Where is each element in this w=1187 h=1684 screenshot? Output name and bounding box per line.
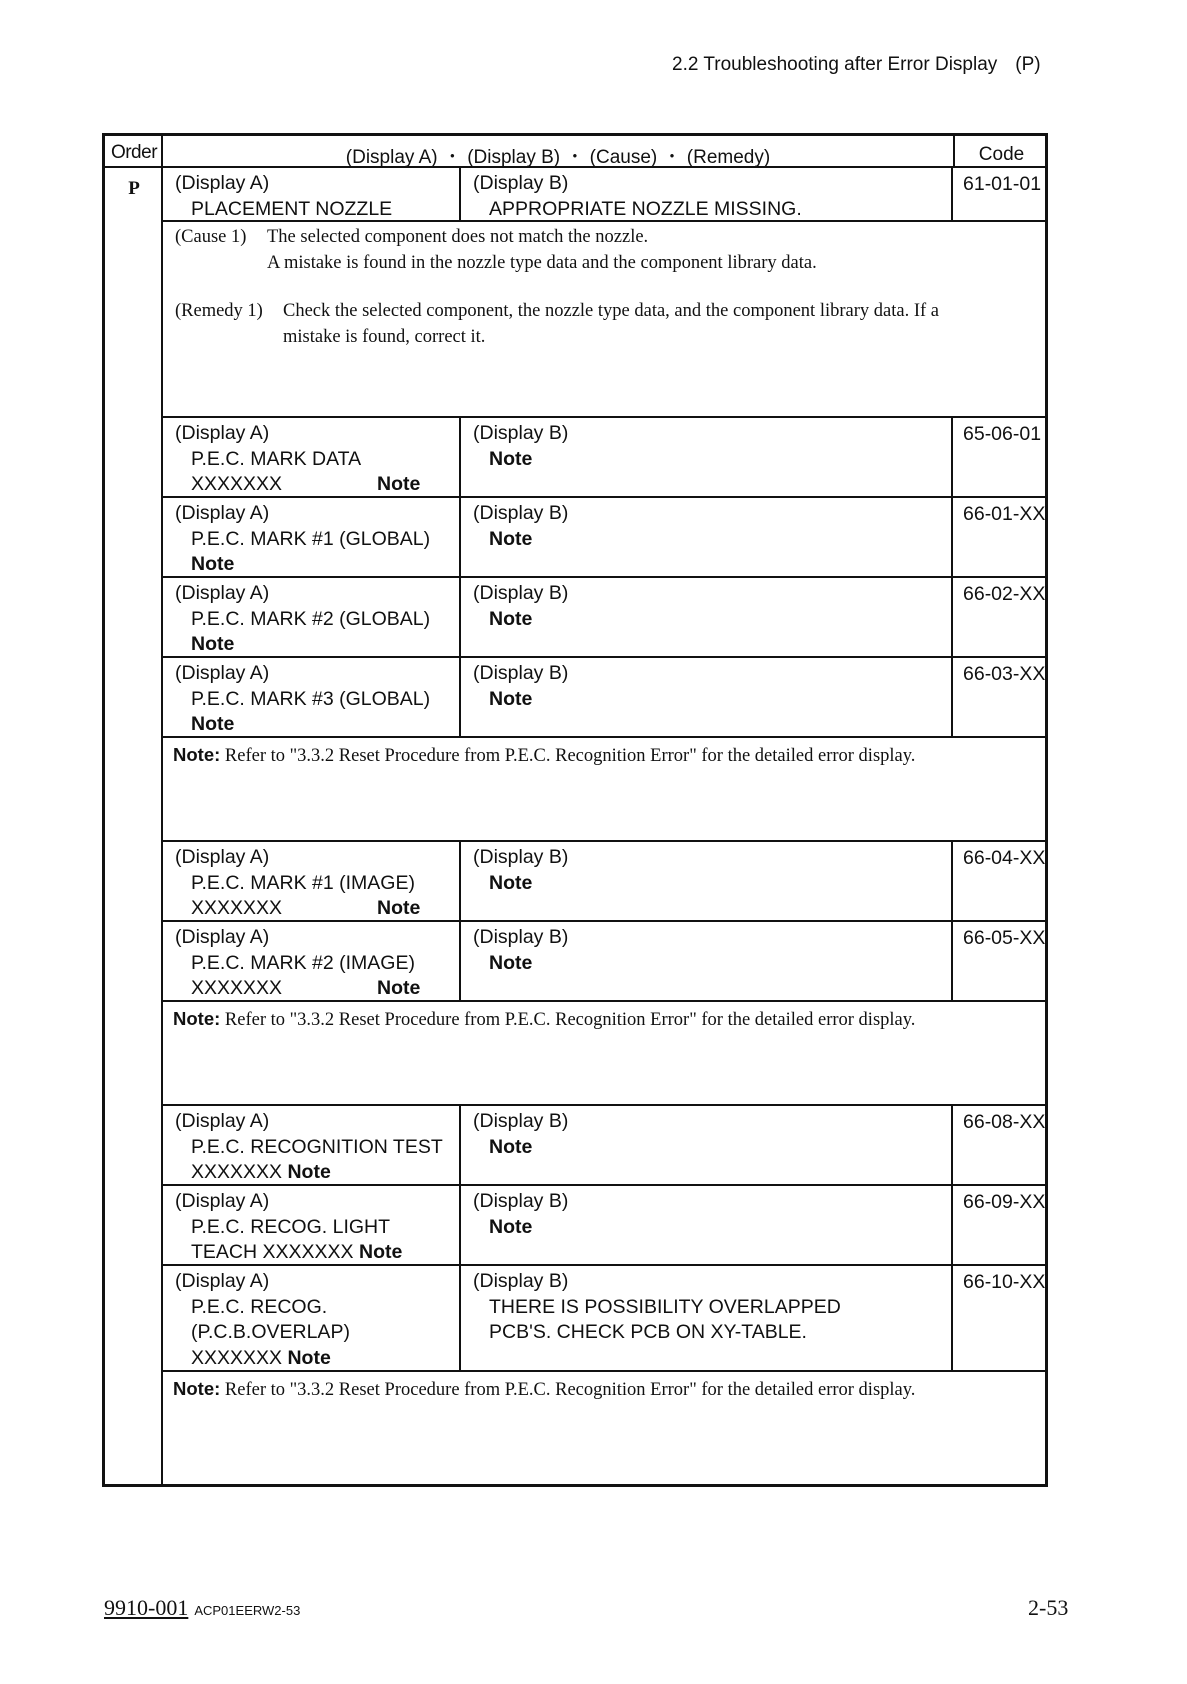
display-b-cell: [461, 168, 953, 220]
cause-remedy-block: [163, 222, 1048, 418]
display-b-cell: [461, 842, 953, 920]
error-code: 66-04-XX: [963, 847, 1046, 869]
error-code: 66-02-XX: [963, 583, 1046, 605]
table-row: [163, 922, 1048, 1002]
note-text: Refer to "3.3.2 Reset Procedure from P.E.C. Recognition Error" for the detailed error display.: [224, 1380, 916, 1400]
display-a-label: (Display A): [175, 1270, 270, 1292]
display-b-label: (Display B): [473, 1270, 569, 1292]
display-b-cell: [461, 1106, 953, 1184]
note-label: Note:: [173, 1378, 221, 1399]
display-b-label: (Display B): [473, 846, 569, 868]
display-a-cell: [163, 842, 461, 920]
header-code: Code: [953, 136, 1048, 168]
note-block: [163, 1372, 1048, 1484]
display-a-label: (Display A): [175, 422, 270, 444]
order-column: [105, 136, 163, 1484]
display-b-label: (Display B): [473, 1190, 569, 1212]
display-b-note: Note: [489, 951, 533, 974]
error-code: 66-09-XX: [963, 1191, 1046, 1213]
display-a-note: Note: [191, 713, 235, 735]
display-b-label: (Display B): [473, 582, 569, 604]
display-a-cell: [163, 578, 461, 656]
display-b-note: Note: [489, 607, 533, 630]
display-b-note: Note: [489, 447, 533, 470]
display-a-text: P.E.C. MARK #1 (IMAGE): [191, 871, 415, 894]
display-a-cell: [163, 1186, 461, 1264]
display-a-placeholder: TEACH XXXXXXX: [191, 1241, 354, 1263]
display-b-cell: [461, 658, 953, 736]
display-b-cell: [461, 418, 953, 496]
display-a-label: (Display A): [175, 1190, 270, 1212]
display-b-cell: [461, 1266, 953, 1370]
display-b-text: THERE IS POSSIBILITY OVERLAPPED: [489, 1295, 841, 1318]
note-block: [163, 738, 1048, 842]
table-row: [163, 658, 1048, 738]
table-row: [163, 1266, 1048, 1372]
display-a-text: P.E.C. MARK #2 (IMAGE): [191, 951, 415, 974]
display-a-placeholder: XXXXXXX: [191, 897, 283, 919]
display-b-cell: [461, 1186, 953, 1264]
display-a-note: Note: [191, 553, 235, 575]
display-a-cell: [163, 498, 461, 576]
error-code: 66-08-XX: [963, 1111, 1046, 1133]
display-a-label: (Display A): [175, 662, 270, 684]
running-header: [672, 54, 1041, 76]
display-a-note: Note: [377, 473, 421, 495]
error-code: 66-03-XX: [963, 663, 1046, 685]
display-a-text: P.E.C. MARK #3 (GLOBAL): [191, 687, 431, 710]
display-a-cell: [163, 418, 461, 496]
display-b-text: APPROPRIATE NOZZLE MISSING.: [489, 197, 802, 220]
display-a-note: Note: [287, 1346, 331, 1369]
display-a-placeholder: XXXXXXX: [191, 1161, 283, 1183]
display-a-text: P.E.C. RECOGNITION TEST: [191, 1135, 443, 1158]
display-a-placeholder: XXXXXXX: [191, 1346, 283, 1369]
display-a-cell: [163, 1106, 461, 1184]
error-code: 61-01-01: [963, 173, 1042, 195]
display-a-text: P.E.C. RECOG. LIGHT: [191, 1215, 391, 1238]
display-a-text: P.E.C. MARK DATA: [191, 447, 362, 470]
table-header-row: [105, 136, 1045, 168]
display-a-label: (Display A): [175, 502, 270, 524]
section-title: 2.2 Troubleshooting after Error Display: [672, 54, 998, 75]
display-b-cell: [461, 922, 953, 1000]
display-a-text: PLACEMENT NOZZLE: [191, 197, 393, 220]
note-label: Note:: [173, 1008, 221, 1029]
error-code: 65-06-01: [963, 423, 1042, 445]
table-row: [163, 1106, 1048, 1186]
display-a-text: P.E.C. RECOG.: [191, 1295, 328, 1318]
doc-number: 9910-001: [104, 1595, 189, 1620]
footer-doc-id: [104, 1595, 300, 1621]
display-a-note: Note: [287, 1161, 331, 1183]
table-row: [163, 498, 1048, 578]
error-code: 66-05-XX: [963, 927, 1046, 949]
display-a-placeholder: XXXXXXX: [191, 977, 283, 999]
display-a-text: P.E.C. MARK #1 (GLOBAL): [191, 527, 431, 550]
display-a-note: Note: [358, 1241, 403, 1263]
order-value: P: [128, 178, 140, 199]
display-a-cell: [163, 922, 461, 1000]
display-a-note: Note: [377, 977, 421, 999]
cause-text: A mistake is found in the nozzle type data and the component library data.: [267, 253, 817, 273]
display-a-cell: [163, 168, 461, 220]
remedy-text: mistake is found, correct it.: [283, 327, 486, 347]
display-b-note: Note: [489, 871, 533, 894]
display-a-label: (Display A): [175, 1110, 270, 1132]
note-label: Note:: [173, 744, 221, 765]
display-a-note: Note: [191, 633, 235, 655]
display-a-label: (Display A): [175, 172, 270, 194]
display-a-label: (Display A): [175, 846, 270, 868]
display-a-text: P.E.C. MARK #2 (GLOBAL): [191, 607, 431, 630]
display-b-label: (Display B): [473, 502, 569, 524]
display-b-label: (Display B): [473, 172, 569, 194]
table-row: [163, 1186, 1048, 1266]
remedy-text: Check the selected component, the nozzle type data, and the component library data. If a: [283, 301, 939, 321]
display-b-label: (Display B): [473, 926, 569, 948]
display-b-label: (Display B): [473, 662, 569, 684]
display-a-note: Note: [377, 897, 421, 919]
display-b-note: Note: [489, 687, 533, 710]
doc-code: ACP01EERW2-53: [194, 1603, 301, 1618]
order-tag: (P): [1015, 54, 1041, 75]
header-main: (Display A) ・ (Display B) ・ (Cause) ・ (Remedy): [345, 147, 771, 168]
error-code: 66-01-XX: [963, 503, 1046, 525]
page-number: 2-53: [1028, 1595, 1069, 1620]
table-row: [163, 578, 1048, 658]
troubleshooting-table: [102, 133, 1048, 1487]
display-a-placeholder: XXXXXXX: [191, 473, 283, 495]
display-a-label: (Display A): [175, 582, 270, 604]
display-a-cell: [163, 1266, 461, 1370]
display-b-cell: [461, 578, 953, 656]
cause-label: (Cause 1): [175, 227, 247, 247]
header-order: Order: [110, 142, 158, 163]
error-code: 66-10-XX: [963, 1271, 1046, 1293]
display-b-label: (Display B): [473, 1110, 569, 1132]
display-a-cell: [163, 658, 461, 736]
table-row: [163, 418, 1048, 498]
display-b-note: Note: [489, 1215, 533, 1238]
note-block: [163, 1002, 1048, 1106]
display-b-cell: [461, 498, 953, 576]
display-b-note: Note: [489, 527, 533, 550]
table-row: [163, 842, 1048, 922]
display-a-text: (P.C.B.OVERLAP): [191, 1321, 350, 1343]
table-row: [163, 168, 1048, 222]
display-b-label: (Display B): [473, 422, 569, 444]
display-b-note: Note: [489, 1135, 533, 1158]
display-a-label: (Display A): [175, 926, 270, 948]
note-text: Refer to "3.3.2 Reset Procedure from P.E.C. Recognition Error" for the detailed error display.: [224, 1010, 916, 1030]
cause-text: The selected component does not match the nozzle.: [267, 227, 649, 247]
note-text: Refer to "3.3.2 Reset Procedure from P.E.C. Recognition Error" for the detailed error display.: [224, 746, 916, 766]
remedy-label: (Remedy 1): [175, 301, 263, 321]
display-b-text: PCB'S. CHECK PCB ON XY-TABLE.: [489, 1321, 807, 1343]
